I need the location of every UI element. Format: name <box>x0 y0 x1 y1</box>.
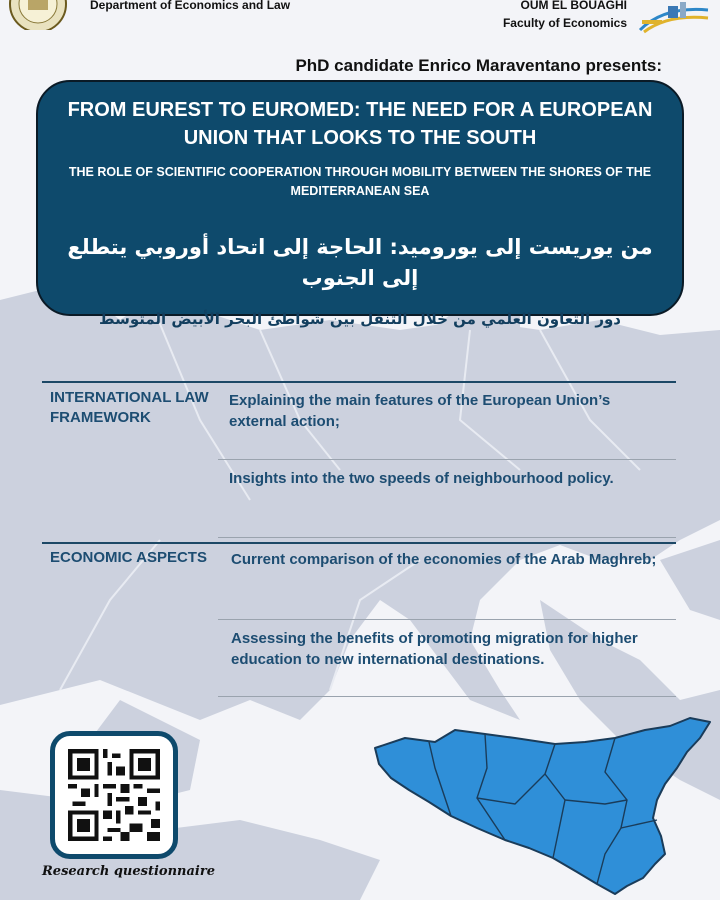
item-divider <box>218 459 676 460</box>
university-name: OUM EL BOUAGHI <box>520 0 627 12</box>
subtitle: THE ROLE OF SCIENTIFIC COOPERATION THROUGH MOBILITY BETWEEN THE SHORES OF THE MEDITERRANEAN SEA <box>68 165 652 198</box>
section-divider <box>42 381 676 383</box>
section-label-international-law: INTERNATIONAL LAW FRAMEWORK <box>50 389 209 426</box>
main-title: FROM EUREST TO EUROMED: THE NEED FOR A EUROPEAN UNION THAT LOOKS TO THE SOUTH <box>67 99 653 149</box>
qr-caption: Research questionnaire <box>42 864 215 879</box>
section-divider <box>42 542 676 544</box>
faculty-name: Faculty of Economics <box>502 16 627 30</box>
section-label-economic-aspects: ECONOMIC ASPECTS <box>50 549 207 566</box>
qr-code-icon[interactable] <box>68 749 160 841</box>
list-item: Assessing the benefits of promoting migration for higher education to new international destinations. <box>231 630 638 668</box>
department-name: Department of Economics and Law <box>90 0 291 12</box>
main-title-arabic: من يوريست إلى يوروميد: الحاجة إلى اتحاد أوروبي يتطلع إلى الجنوب <box>67 235 653 290</box>
faculty-logo <box>634 0 714 36</box>
item-divider <box>218 537 676 538</box>
subtitle-arabic: دور التعاون العلمي من خلال التنقل بين شواطئ البحر الأبيض المتوسط <box>99 310 621 328</box>
university-seal-logo <box>6 0 70 30</box>
presenter-line: PhD candidate Enrico Maraventano presents: <box>295 56 662 75</box>
item-divider <box>218 696 676 697</box>
list-item: Explaining the main features of the European Union’s external action; <box>229 392 611 430</box>
item-divider <box>218 619 676 620</box>
list-item: Insights into the two speeds of neighbourhood policy. <box>229 470 614 487</box>
list-item: Current comparison of the economies of the Arab Maghreb; <box>231 551 657 568</box>
sicily-map <box>365 708 715 898</box>
